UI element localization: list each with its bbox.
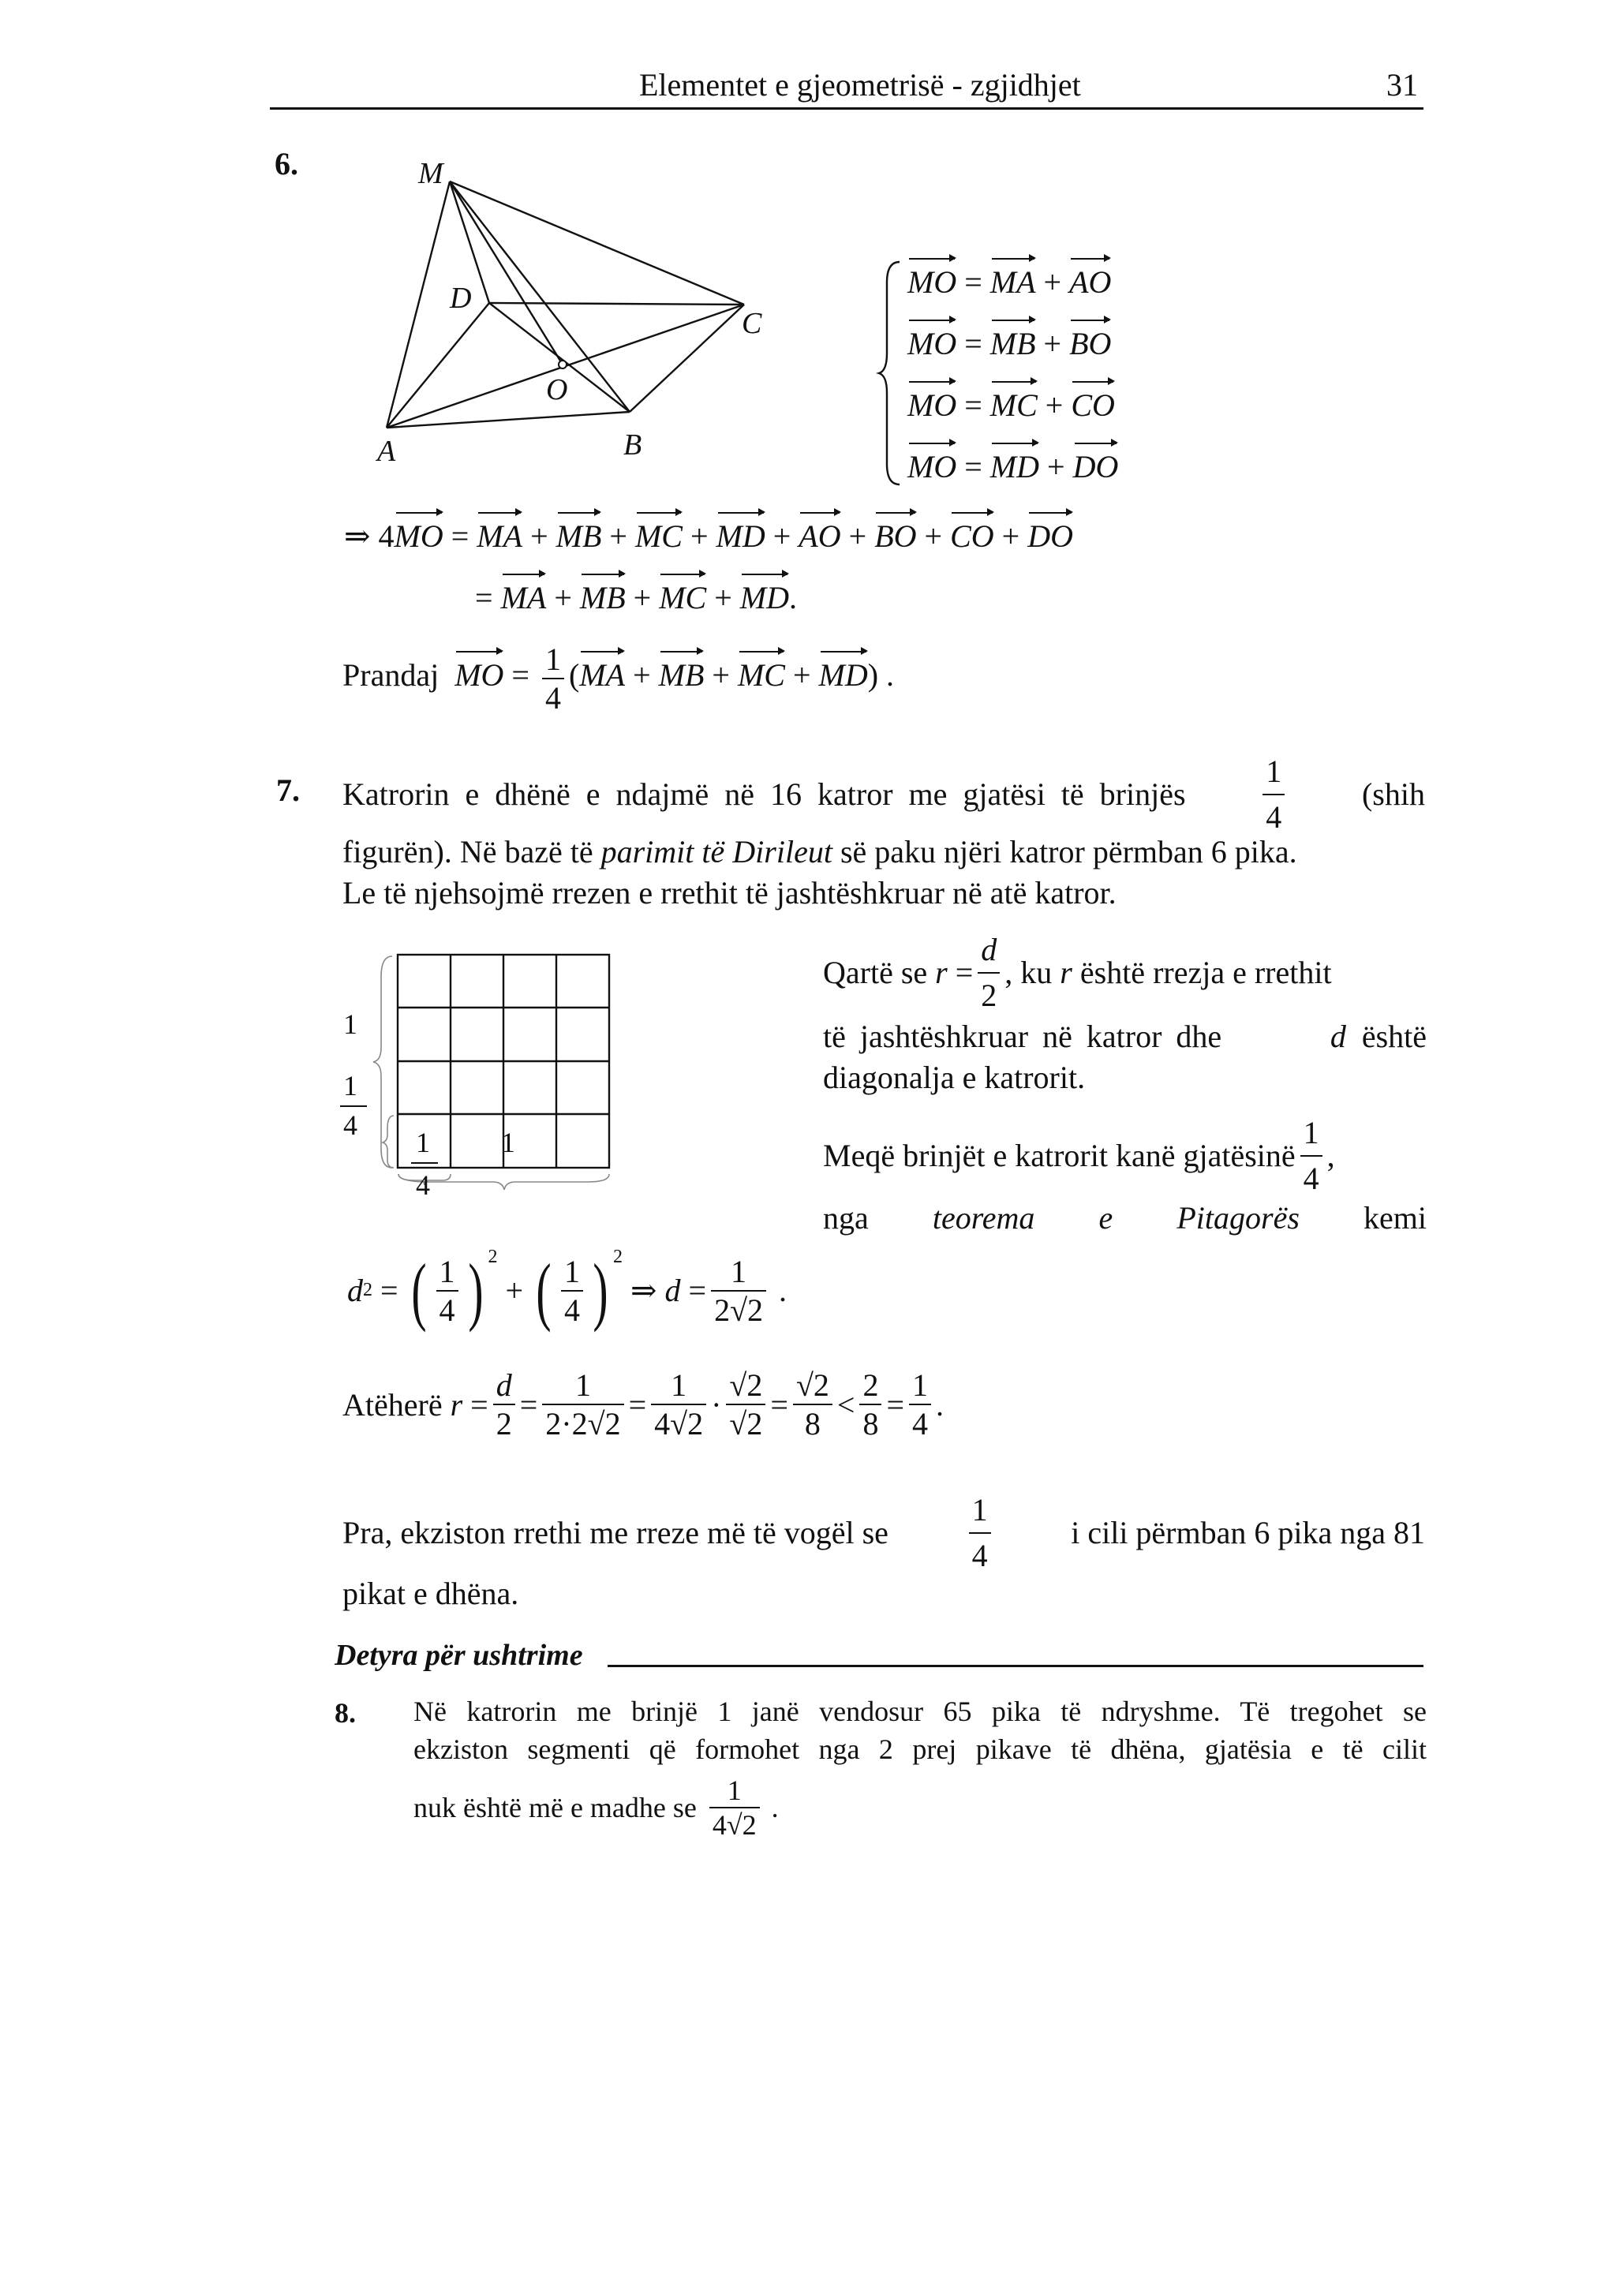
label-O: O (546, 373, 568, 406)
conclusion-6: Prandaj MO = $\frac{1}{4}$ (MA + MB + MC + MD) . (342, 641, 895, 716)
conclusion-7-line2: pikat e dhëna. (342, 1576, 519, 1611)
pyramid-figure (363, 158, 805, 473)
label-B: B (623, 428, 642, 462)
header-rule (270, 107, 1423, 110)
label-D: D (450, 282, 472, 315)
label-M: M (418, 158, 443, 190)
exercise-8-line2: ekziston segmenti që formohet nga 2 prej pikave të dhëna, gjatësia e të cilit (413, 1733, 1427, 1765)
sum-equation-2: = MA + MB + MC + MD. (475, 580, 797, 615)
right-text-2: të jashtëshkruar në katror dhe d është (823, 1019, 1427, 1054)
right-text-5: nga teorema e Pitagorës kemi (823, 1200, 1427, 1236)
point-O (559, 361, 567, 368)
edge-BC (630, 305, 744, 412)
right-text-3: diagonalja e katrorit. (823, 1060, 1086, 1095)
exercise-8-number: 8. (335, 1697, 356, 1729)
edge-MC (450, 181, 744, 305)
diagonal-equation: d 2 = ( $\frac{1}{4}$ ) $^2$ + ( $\frac{1}{4}$ ) $^2$ ⇒ d = $\frac{1}{2√2}$ . (347, 1247, 787, 1333)
grid-quarter-num: 1 (343, 1070, 357, 1101)
edge-DC (489, 303, 744, 305)
grid-bottom-label: 1 (501, 1127, 515, 1158)
edge-MB (450, 181, 630, 412)
radius-equation: Atëherë r = $\frac{d}{2}$ = $\frac{1}{2\cdot 2√2}$ = $\frac{1}{4√2}$ · $\frac{√2}{√2}$ = $\frac{√2}{8}$ < $\frac{2}{8}$ = $\frac{1}{4}$ . (342, 1367, 945, 1442)
system-brace (876, 259, 907, 488)
page-number: 31 (1386, 67, 1418, 103)
system-row-2: MO = MB + BO (907, 326, 1112, 361)
system-row-1: MO = MA + AO (907, 264, 1112, 300)
system-row-4: MO = MD + DO (907, 449, 1119, 484)
problem-7-number: 7. (276, 772, 300, 808)
grid-bottom-quarter-num: 1 (416, 1127, 430, 1158)
running-header (639, 66, 1081, 103)
grid-side-label: 1 (343, 1008, 357, 1040)
segment-MO (450, 181, 563, 365)
conclusion-7-line1: Pra, ekziston rrethi me rreze më të vogël se $\frac{1}{4}$ i cili përmban 6 pika nga 81 (342, 1488, 1425, 1578)
label-C: C (742, 307, 762, 340)
exercise-8-line3: nuk është më e madhe se $\frac{1}{4√2}$ . (413, 1774, 779, 1841)
grid-bottom-quarter-den: 4 (416, 1169, 430, 1201)
right-text-1: Qartë se r = $\frac{d}{2}$ , ku r është rrezja e rrethit (823, 928, 1427, 1018)
exercise-8-line1: Në katrorin me brinjë 1 janë vendosur 65 pika të ndryshme. Të tregohet se (413, 1696, 1427, 1727)
right-text-4: Meqë brinjët e katrorit kanë gjatësinë $\frac{1}{4}$ , (823, 1111, 1427, 1201)
exercises-rule (608, 1665, 1423, 1667)
label-A: A (377, 435, 396, 468)
problem-7-line1: Katrorin e dhënë e ndajmë në 16 katror me gjatësi të brinjës $\frac{1}{4}$ (shih (342, 750, 1425, 839)
problem-6-number: 6. (275, 146, 298, 181)
system-row-3: MO = MC + CO (907, 387, 1115, 423)
problem-7-line3: Le të njehsojmë rrezen e rrethit të jashtëshkruar në atë katror. (342, 875, 1117, 911)
grid-quarter-den: 4 (343, 1109, 357, 1141)
grid-figure (335, 945, 627, 1221)
problem-7-line2: figurën). Në bazë të parimit të Dirileut së paku njëri katror përmban 6 pika. (342, 834, 1297, 869)
header-title: Elementet e gjeometrisë - zgjidhjet (639, 67, 1081, 103)
sum-equation-1: ⇒ 4MO = MA + MB + MC + MD + AO + BO + CO + DO (344, 518, 1073, 554)
fraction-one-quarter: $\frac{1}{4}$ (542, 641, 564, 716)
exercises-heading: Detyra për ushtrime (335, 1639, 583, 1672)
vector-system (907, 264, 1118, 510)
